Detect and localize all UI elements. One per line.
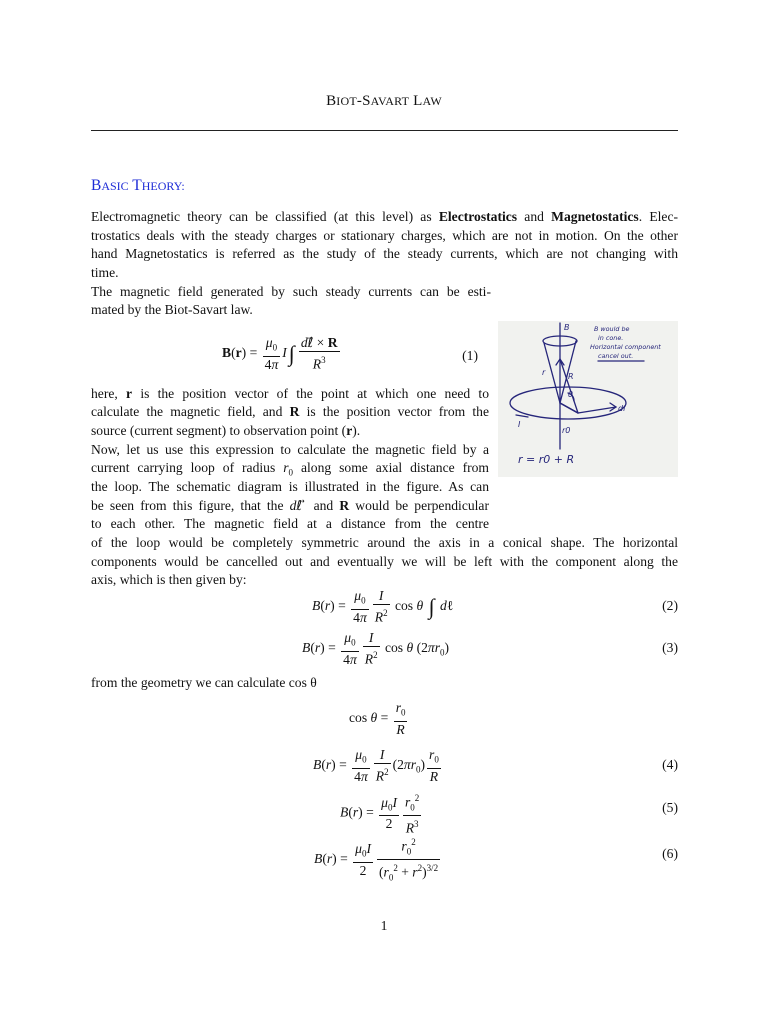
para3-line7: be seen from this figure, that the dℓ⃗ and R would be perpendicular bbox=[91, 498, 489, 513]
para2-line1: The magnetic field generated by such steady currents can be esti- bbox=[91, 284, 491, 299]
label-r: r bbox=[542, 368, 546, 377]
equation-5: B(r) = $\frac{\mu_0I}{2}$ $\frac{r_0^2}{R^3}$ bbox=[340, 790, 423, 837]
loop-diagram bbox=[498, 321, 678, 477]
equation-2-number: (2) bbox=[662, 598, 678, 613]
note-line-3: Horizontal component bbox=[590, 343, 661, 351]
schematic-figure bbox=[498, 321, 678, 477]
equation-2: B(r) = $\frac{\mu_0}{4\pi}$ $\frac{I}{R^2}$ cos θ ∫ dℓ bbox=[312, 588, 454, 625]
equation-1: B(r) = $\frac{\mu_0}{4\pi}$ I∫ $\frac{\text{dℓ⃗ × R}}{R^3}$ bbox=[222, 335, 338, 372]
equation-6-number: (6) bbox=[662, 846, 678, 861]
figure-equation: r = r0 + R bbox=[518, 453, 575, 466]
label-I: I bbox=[518, 420, 521, 429]
para3-line1: here, r is the position vector of the point at which one need to bbox=[91, 386, 489, 401]
equation-cos-theta: cos θ = $\frac{r_0}{R}$ bbox=[349, 700, 406, 737]
page-number: 1 bbox=[380, 918, 388, 933]
equation-1-number: (1) bbox=[462, 348, 478, 363]
note-line-2: in cone. bbox=[598, 334, 624, 342]
para4: from the geometry we can calculate cos θ bbox=[91, 675, 317, 690]
para3-line5: current carrying loop of radius $r_0$ along some axial distance from bbox=[91, 460, 490, 478]
label-B: B bbox=[564, 323, 570, 332]
title-rule bbox=[91, 130, 678, 131]
para1-line3: hand Magnetostatics is referred as the study of the steady currents, which are not changing with bbox=[91, 246, 678, 261]
para1-line2: trostatics deals with the steady charges or stationary charges, which are not in motion. On the other bbox=[91, 228, 678, 243]
equation-6: B(r) = $\frac{\mu_0I}{2}$ $\frac{r_0^2}{(r_0^2 + r^2)^{3/2}}$ bbox=[314, 834, 442, 886]
para3-line10: components would be cancelled out and eventually we will be left with the component along the bbox=[91, 554, 678, 569]
para3-line3: source (current segment) to observation point (r). bbox=[91, 423, 361, 438]
para3-line11: axis, which is then given by: bbox=[91, 572, 247, 587]
para3-line9: of the loop would be completely symmetric around the axis in a conical shape. The horizontal bbox=[91, 535, 678, 550]
label-theta: θ bbox=[568, 390, 573, 399]
para1-line1: Electromagnetic theory can be classified (at this level) as Electrostatics and Magnetostatics. Elec- bbox=[91, 209, 678, 224]
para3-line8: to each other. The magnetic field at a distance from the centre bbox=[91, 516, 489, 531]
para2-line2: mated by the Biot-Savart law. bbox=[91, 302, 253, 317]
equation-5-number: (5) bbox=[662, 800, 678, 815]
equation-4-number: (4) bbox=[662, 757, 678, 772]
label-R: R bbox=[568, 372, 574, 381]
label-r0: r0 bbox=[562, 426, 571, 435]
note-line-1: B would be bbox=[594, 325, 630, 333]
equation-3: B(r) = $\frac{\mu_0}{4\pi}$ $\frac{I}{R^2}$ cos θ $(2\pi r_0)$ bbox=[302, 630, 450, 667]
section-heading: BASIC THEORY: bbox=[91, 177, 185, 194]
note-line-4: cancel out. bbox=[598, 352, 634, 360]
equation-4: B(r) = $\frac{\mu_0}{4\pi}$ $\frac{I}{R^2}$ $(2\pi r_0)$ $\frac{r_0}{R}$ bbox=[313, 747, 439, 784]
para3-line2: calculate the magnetic field, and R is the position vector from the bbox=[91, 404, 489, 419]
para3-line4: Now, let us use this expression to calculate the magnetic field by a bbox=[91, 442, 489, 457]
equation-3-number: (3) bbox=[662, 640, 678, 655]
document-title: BIOT-SAVART LAW bbox=[326, 93, 442, 109]
para3-line6: the loop. The schematic diagram is illustrated in the figure. As can bbox=[91, 479, 489, 494]
label-dl: dl bbox=[618, 404, 626, 413]
para1-line4: time. bbox=[91, 265, 119, 280]
